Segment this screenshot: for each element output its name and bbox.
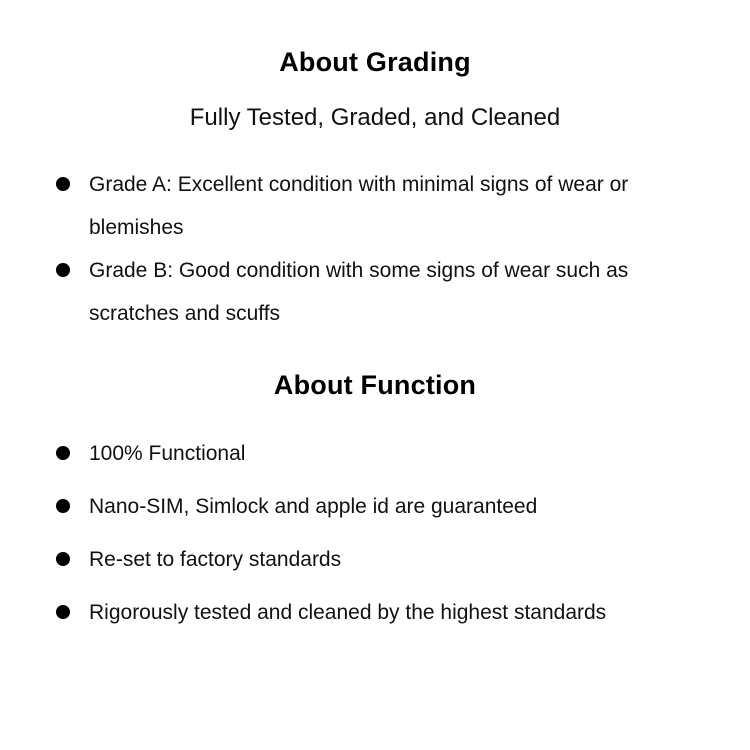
bullet-icon [56,263,70,277]
spacer [40,402,710,432]
list-item-label: 100% Functional [89,441,246,465]
grading-subtitle: Fully Tested, Graded, and Cleaned [189,104,561,132]
bullet-icon [56,499,70,513]
function-list [40,432,710,634]
list-item [56,249,710,335]
list-item-label: Grade A: Excellent condition with minimal signs of wear or blemishes [89,173,629,240]
list-item [56,432,710,475]
list-item-label: Grade B: Good condition with some signs of wear such as scratches and scuffs [89,259,629,326]
spacer [40,133,710,163]
bullet-icon [56,605,70,619]
spacer [40,335,710,369]
list-item-label: Nano-SIM, Simlock and apple id are guaranteed [89,494,538,518]
bullet-icon [56,177,70,191]
list-item-label: Re-set to factory standards [89,547,342,571]
bullet-icon [56,552,70,566]
spacer [40,78,710,104]
list-item [56,163,710,249]
list-item [56,538,710,581]
list-item-label: Rigorously tested and cleaned by the highest standards [89,600,607,624]
grading-list [40,163,710,335]
about-grading-title: About Grading [279,47,471,77]
list-item [56,485,710,528]
list-item [56,591,710,634]
bullet-icon [56,446,70,460]
about-function-title: About Function [273,370,477,401]
